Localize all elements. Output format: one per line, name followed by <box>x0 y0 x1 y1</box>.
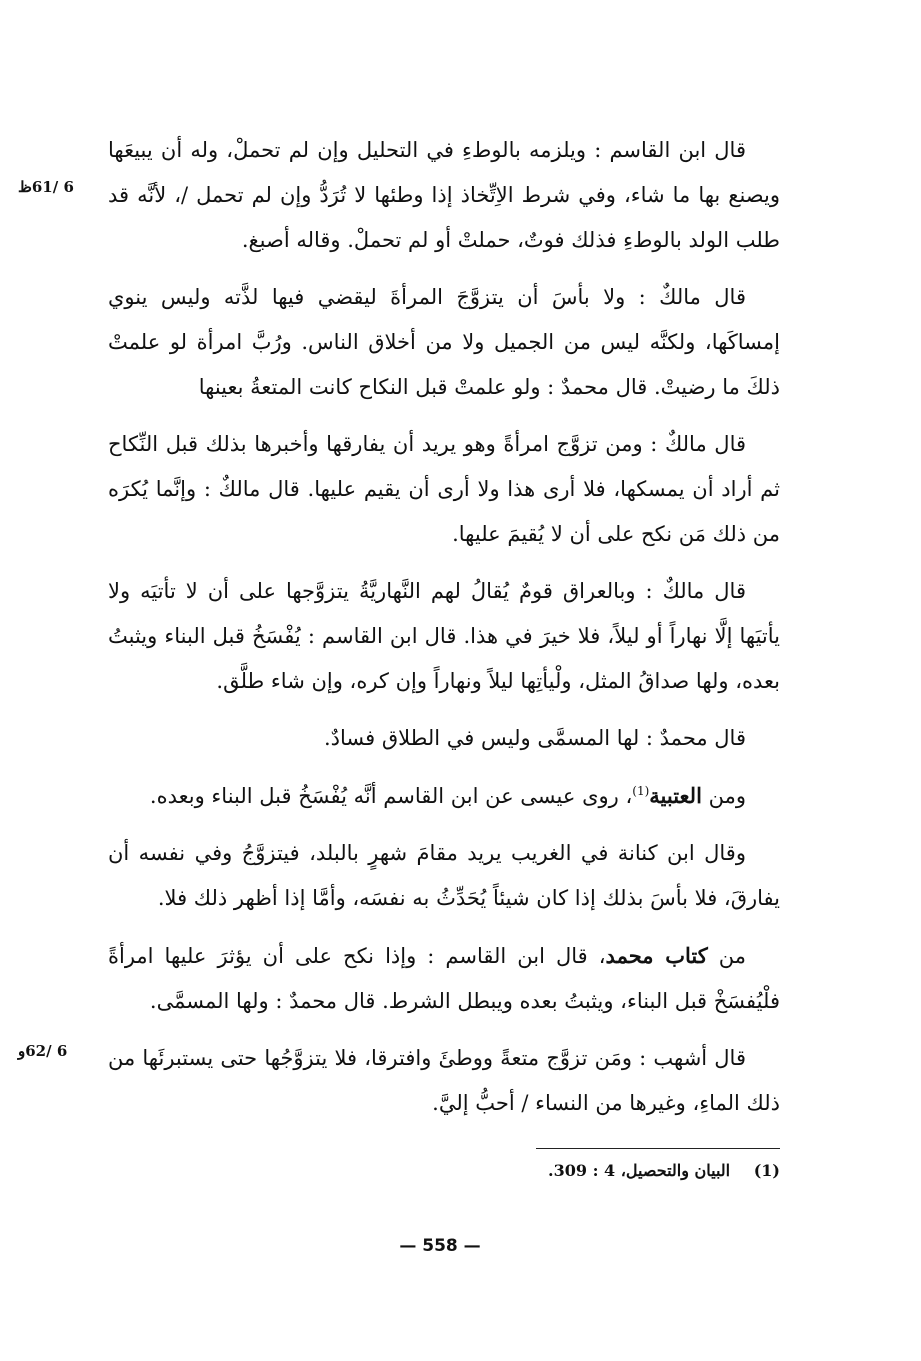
paragraph-ashhab: قال أشهب : ومَن تزوَّج متعةً ووطئَ وافترقا، فلا يتزوَّجُها حتى يستبرئَها من ذلك الماءِ، وغيرها من النساء / أحبُّ إليَّ. <box>108 1046 780 1115</box>
otbiya-lead: ومن <box>708 784 746 808</box>
margin-note-folio-61: 6 /61ظ <box>18 178 74 196</box>
kitab-title: كتاب محمد <box>605 943 708 968</box>
paragraph-muhammad-musamma: قال محمدٌ : لها المسمَّى وليس في الطلاق فسادٌ. <box>323 726 746 750</box>
paragraph-ibn-kinana: وقال ابن كنانة في الغريب يريد مقامَ شهرٍ بالبلد، فيتزوَّجُ وفي نفسه أن يفارقَ، فلا بأسَ بذلك إذا كان شيئاً يُحَدِّثُ به نفسَه، وأمَّا إذا أظهر ذلك فلا. <box>108 841 780 910</box>
paragraph-malik-iraq: قال مالكٌ : وبالعراق قومٌ يُقالُ لهم النَّهاريَّةُ يتزوَّجها على أن لا تأتيَه ولا يأتيَها إلَّا نهاراً أو ليلاً، فلا خيرَ في هذا. قال ابن القاسم : يُفْسَخُ قبل البناء ويثبتُ بعده، ولها صداقُ المثل، ولْيأتِها ليلاً ونهاراً وإن كره، وإن شاء طلَّق. <box>108 579 780 693</box>
footnote-reference[interactable]: (1) <box>632 784 650 798</box>
footnote-source: البيان والتحصيل، <box>620 1161 731 1180</box>
paragraph-otbiya <box>108 773 780 819</box>
kitab-rest: ، قال ابن القاسم : وإذا نكح على أن يؤثرَ عليها امرأةً فلْيُفسَخْ قبل البناء، ويثبتُ بعده ويبطل الشرط. قال محمدٌ : ولها المسمَّى. <box>108 944 780 1013</box>
paragraph-malik-mut3a: قال مالكٌ : ولا بأسَ أن يتزوَّجَ المرأةَ ليقضي فيها لذَّته وليس ينوي إمساكَها، ولكنَّه ليس من الجميل ولا من أخلاق الناس. ورُبَّ امرأة لو علمتْ ذلكَ ما رضيتْ. قال محمدٌ : ولو علمتْ قبل النكاح كانت المتعةُ بعينها <box>108 285 780 399</box>
footnote-divider <box>536 1148 780 1149</box>
margin-note-folio-62: 6 /62و <box>18 1042 68 1060</box>
paragraph-kitab-muhammad <box>108 933 780 1024</box>
kitab-lead: من <box>718 944 747 968</box>
footnote-number: (1) <box>753 1161 780 1180</box>
main-text <box>108 128 780 1138</box>
otbiya-rest: ، روى عيسى عن ابن القاسم أنَّه يُفْسَخُ قبل البناء وبعده. <box>149 784 633 808</box>
footnote-citation: 4 : 309. <box>548 1161 616 1180</box>
footnote <box>400 1157 780 1185</box>
page-number: — 558 — <box>399 1236 481 1256</box>
otbiya-title: العتبية <box>649 783 702 808</box>
paragraph-malik-nikah: قال مالكٌ : ومن تزوَّج امرأةً وهو يريد أن يفارقها وأخبرها بذلك قبل النِّكاح ثم أراد أن يمسكها، فلا أرى هذا ولا أرى أن يقيم عليها. قال مالكٌ : وإنَّما يُكرَه من ذلك مَن نكح على أن لا يُقيمَ عليها. <box>108 432 780 546</box>
paragraph-ibn-qasim-tahlil: قال ابن القاسم : ويلزمه بالوطءِ في التحليل وإن لم تحملْ، وله أن يبيعَها ويصنع بها ما شاء، وفي شرط الاِتِّخاذ إذا وطئها لا تُرَدُّ وإن لم تحمل /، لأنَّه قد طلب الولد بالوطءِ فذلك فوتٌ، حملتْ أو لم تحملْ. وقاله أصبغ. <box>108 138 780 252</box>
